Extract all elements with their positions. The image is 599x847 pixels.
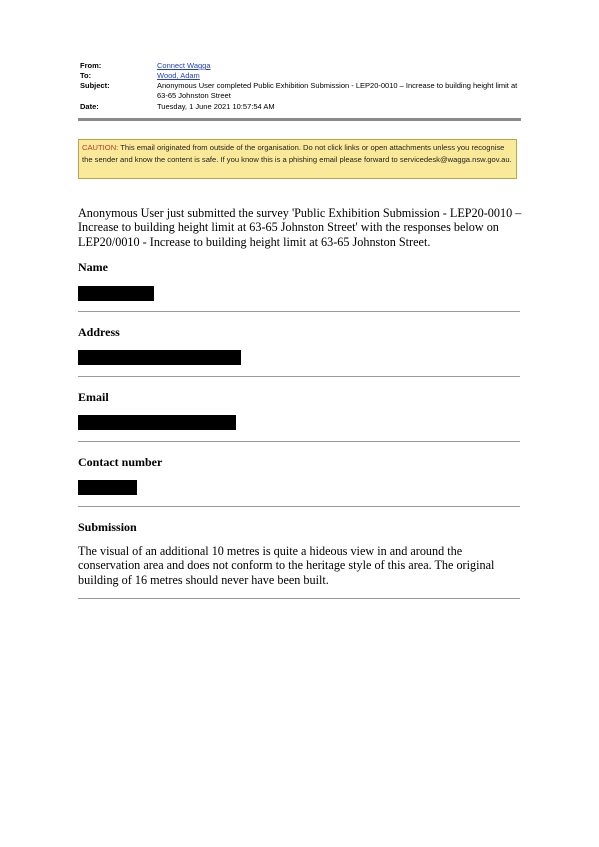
field-divider [78,506,520,507]
submission-answer: The visual of an additional 10 metres is quite a hideous view in and around the conservation area and does not conform to the heritage style of this area. The original building of 16 metres should never have been built. [78,544,495,587]
field-divider [78,441,520,442]
date-label: Date: [80,102,99,111]
caution-banner [78,139,517,179]
field-label-address: Address [78,325,120,339]
caution-text: This email originated from outside of the organisation. Do not click links or open attachments unless you recognise the sender and know the content is safe. If you know this is a phishing email please forward to servicedesk@wagga.nsw.gov.au. [82,143,512,165]
email-header [80,61,520,112]
to-label: To: [80,71,92,80]
field-label-contact-number: Contact number [78,455,163,469]
subject-label: Subject: [80,81,110,90]
date-row [80,102,520,112]
header-divider [78,118,521,121]
from-link[interactable]: Connect Wagga [157,61,211,70]
field-divider [78,311,520,312]
from-label: From: [80,61,102,70]
field-label-email: Email [78,390,109,404]
from-row [80,61,520,71]
redacted-name [78,286,154,301]
field-divider [78,376,520,377]
subject-row [80,81,520,101]
field-divider [78,598,520,599]
subject-value: Anonymous User completed Public Exhibition Submission - LEP20-0010 – Increase to building height limit at 63-65 Johnston Street [157,81,518,100]
to-link[interactable]: Wood, Adam [157,71,200,80]
date-value: Tuesday, 1 June 2021 10:57:54 AM [157,102,275,111]
redacted-contact-number [78,480,137,495]
field-label-submission: Submission [78,520,137,534]
redacted-email [78,415,236,430]
field-label-name: Name [78,260,108,274]
caution-tag: CAUTION: [82,143,119,152]
redacted-address [78,350,241,365]
intro-paragraph: Anonymous User just submitted the survey 'Public Exhibition Submission - LEP20-0010 – Increase to building height limit at 63-65 Johnston Street' with the responses below on LEP20/0010 - Increase to building height limit at 63-65 Johnston Street. [78,206,522,249]
to-row [80,71,520,81]
